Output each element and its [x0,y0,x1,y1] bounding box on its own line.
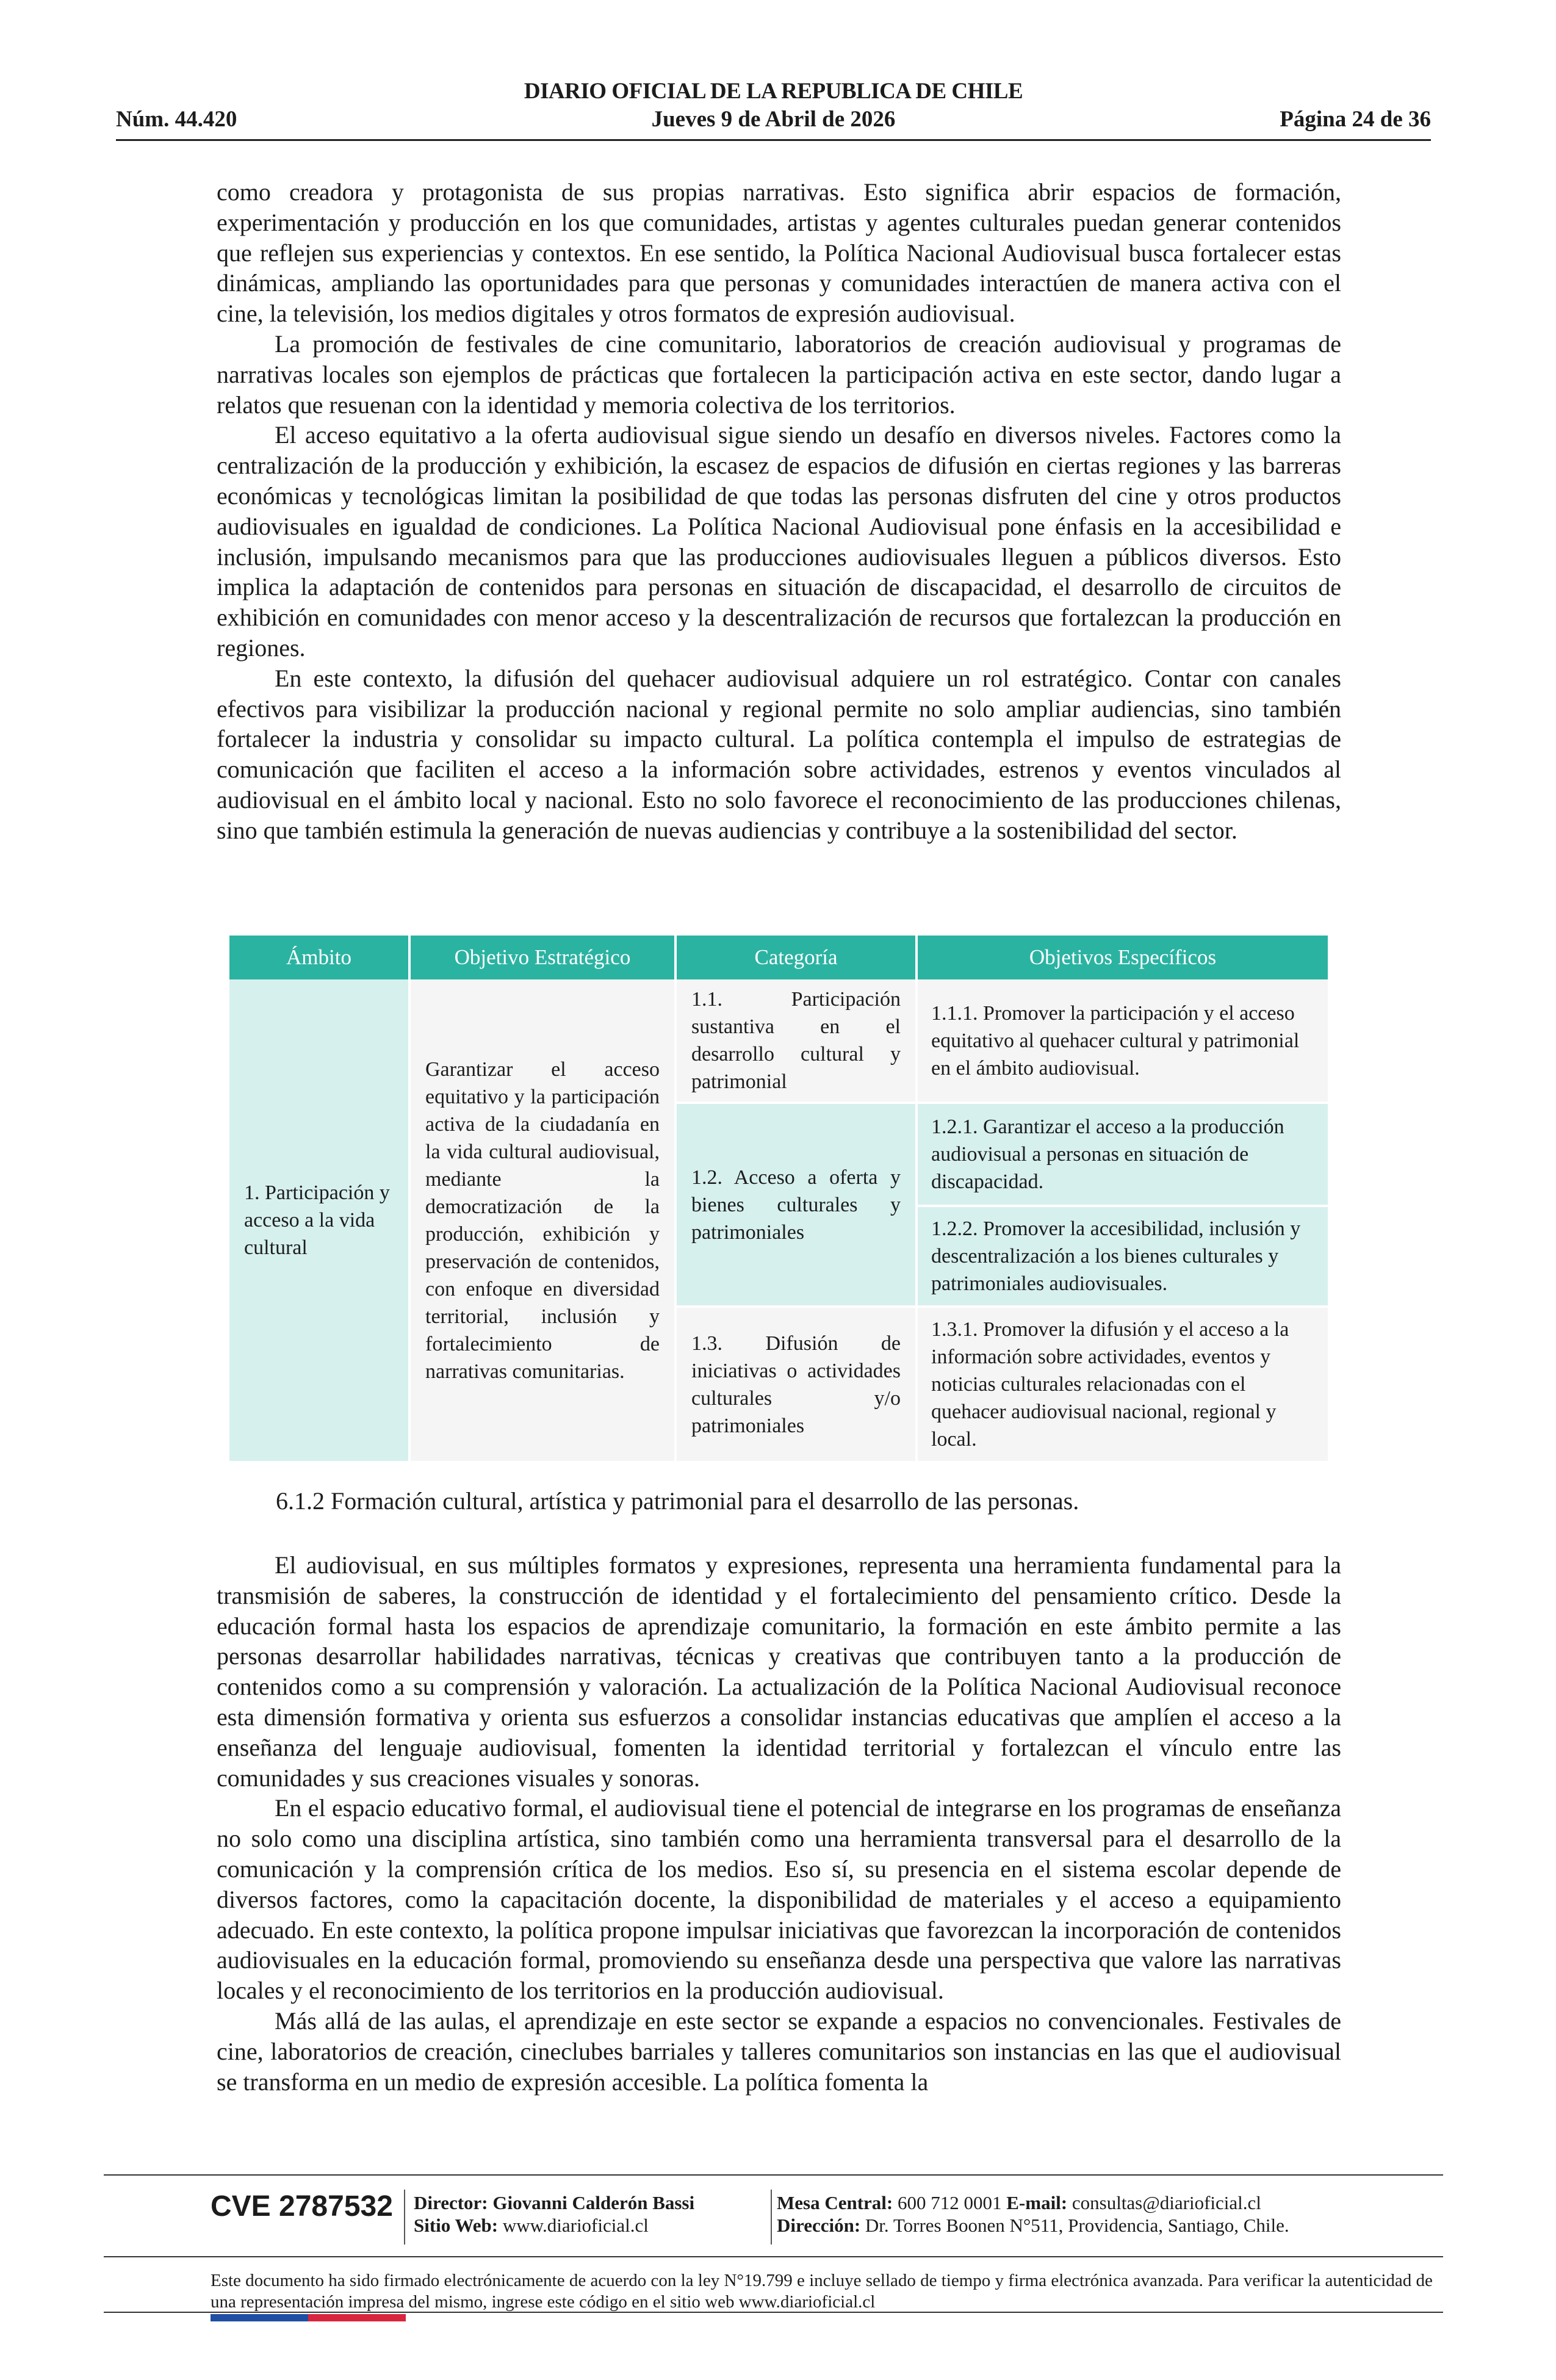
phone-value: 600 712 0001 [898,2192,1002,2213]
director-label: Director: [414,2192,488,2213]
section-subheading: 6.1.2 Formación cultural, artística y patrimonial para el desarrollo de las personas. [276,1487,1079,1515]
flag-red-segment [308,2314,406,2321]
website-link[interactable]: www.diarioficial.cl [502,2215,649,2236]
table-header-objetivo-estrategico: Objetivo Estratégico [411,936,674,979]
email-label: E-mail: [1006,2192,1068,2213]
table-cell-categoria: 1.1. Participación sustantiva en el desarrollo cultural y patrimonial [677,979,915,1102]
newspaper-title: DIARIO OFICIAL DE LA REPUBLICA DE CHILE [524,79,1023,104]
table-header-categoria: Categoría [677,936,915,979]
paragraph: La promoción de festivales de cine comunitario, laboratorios de creación audiovisual y programas de narrativas locales son ejemplos de prácticas que fortalecen la participación activa en este sector, dando lugar a relatos que resuenan con la identidad y memoria colectiva de los territorios. [217,330,1341,419]
paragraph: Más allá de las aulas, el aprendizaje en este sector se expande a espacios no convencionales. Festivales de cine, laboratorios de creación, cineclubes barriales y talleres comunitarios son instancias en las que el audiovisual se transforma en un medio de expresión accesible. La política fomenta la [217,2007,1341,2096]
table-cell-objetivo-especifico: 1.2.2. Promover la accesibilidad, inclusión y descentralización a los bienes culturales y patrimoniales audiovisuales. [918,1207,1328,1305]
table-header-objetivos-especificos: Objetivos Específicos [918,936,1328,979]
phone-label: Mesa Central: [777,2192,893,2213]
flag-stripe [211,2314,406,2321]
website-label: Sitio Web: [414,2215,499,2236]
objectives-table [229,936,1328,1461]
paragraph: El audiovisual, en sus múltiples formatos y expresiones, representa una herramienta fundamental para la transmisión de saberes, la construcción de identidad y el fortalecimiento del pensamiento crítico. Desde la educación formal hasta los espacios de aprendizaje comunitario, la formación en este ámbito permite a las personas desarrollar habilidades narrativas, técnicas y creativas que contribuyen tanto a la producción de contenidos como a su comprensión y valoración. La actualización de la Política Nacional Audiovisual reconoce esta dimensión formativa y orienta sus esfuerzos a consolidar instancias educativas que amplíen el acceso a la enseñanza del lenguaje audiovisual, fomenten la identidad territorial y fortalezcan el vínculo entre las comunidades y sus creaciones visuales y sonoras. [217,1551,1341,1792]
address-value: Dr. Torres Boonen N°511, Providencia, Santiago, Chile. [865,2215,1289,2236]
address-label: Dirección: [777,2215,861,2236]
table-cell-objetivo-especifico: 1.3.1. Promover la difusión y el acceso a la información sobre actividades, eventos y noticias culturales relacionadas con el quehacer audiovisual nacional, regional y local. [918,1308,1328,1461]
director-name: Giovanni Calderón Bassi [492,2192,695,2213]
table-header-ambito: Ámbito [229,936,408,979]
issue-date: Jueves 9 de Abril de 2026 [651,107,896,132]
email-link[interactable]: consultas@diarioficial.cl [1072,2192,1261,2213]
footer-divider [104,2256,1443,2257]
table-cell-ambito: 1. Participación y acceso a la vida cultural [229,979,408,1461]
body-text-bottom [217,1550,1341,2097]
paragraph: En el espacio educativo formal, el audiovisual tiene el potencial de integrarse en los programas de enseñanza no solo como una disciplina artística, sino también como una herramienta transversal para el desarrollo de la comunicación y la comprensión crítica de los medios. Eso sí, su presencia en el sistema escolar depende de diversos factores, como la capacitación docente, la disponibilidad de materiales y el acceso a equipamiento adecuado. En este contexto, la política propone impulsar iniciativas que favorezcan la incorporación de contenidos audiovisuales en la educación formal, promoviendo su enseñanza desde una perspectiva que valore las narrativas locales y el reconocimiento de los territorios en la producción audiovisual. [217,1794,1341,2005]
table-cell-objetivo-especifico: 1.2.1. Garantizar el acceso a la producción audiovisual a personas en situación de discapacidad. [918,1104,1328,1205]
footer-director-block [414,2191,694,2237]
footer-contact-block [777,2191,1289,2237]
flag-blue-segment [211,2314,308,2321]
page-number: Página 24 de 36 [1280,107,1431,132]
footer-separator [404,2190,405,2245]
paragraph: como creadora y protagonista de sus propias narrativas. Esto significa abrir espacios de formación, experimentación y producción en los que comunidades, artistas y agentes culturales puedan generar contenidos que reflejen sus experiencias y contextos. En ese sentido, la Política Nacional Audiovisual busca fortalecer estas dinámicas, ampliando las oportunidades para que personas y comunidades interactúen de manera activa con el cine, la televisión, los medios digitales y otros formatos de expresión audiovisual. [217,178,1341,328]
table-cell-objetivo-estrategico: Garantizar el acceso equitativo y la participación activa de la ciudadanía en la vida cultural audiovisual, mediante la democratización de la producción, exhibición y preservación de contenidos, con enfoque en diversidad territorial, inclusión y fortalecimiento de narrativas comunitarias. [411,979,674,1461]
body-text-top [217,177,1341,846]
header-divider [116,139,1431,141]
legal-notice: Este documento ha sido firmado electrónicamente de acuerdo con la ley N°19.799 e incluye sellado de tiempo y firma electrónica avanzada. Para verificar la autenticidad de una representación impresa del mismo, ingrese este código en el sitio web www.diarioficial.cl [211,2271,1433,2312]
footer-divider [104,2312,1443,2313]
paragraph: El acceso equitativo a la oferta audiovisual sigue siendo un desafío en diversos niveles. Factores como la centralización de la producción y exhibición, la escasez de espacios de difusión en ciertas regiones y las barreras económicas y tecnológicas limitan la posibilidad de que todas las personas disfruten del cine y otros productos audiovisuales en igualdad de condiciones. La Política Nacional Audiovisual pone énfasis en la accesibilidad e inclusión, impulsando mecanismos para que las producciones audiovisuales lleguen a públicos diversos. Esto implica la adaptación de contenidos para personas en situación de discapacidad, el desarrollo de circuitos de exhibición en comunidades con menor acceso y la descentralización de recursos que fortalezcan la producción en regiones. [217,421,1341,662]
table-cell-categoria: 1.3. Difusión de iniciativas o actividades culturales y/o patrimoniales [677,1308,915,1461]
footer-divider [104,2174,1443,2176]
footer-separator [771,2190,772,2245]
issue-number: Núm. 44.420 [116,107,237,132]
table-cell-objetivo-especifico: 1.1.1. Promover la participación y el acceso equitativo al quehacer cultural y patrimonial en el ámbito audiovisual. [918,979,1328,1102]
page-header [116,73,1431,146]
cve-code: CVE 2787532 [211,2190,393,2223]
paragraph: En este contexto, la difusión del quehacer audiovisual adquiere un rol estratégico. Contar con canales efectivos para visibilizar la producción nacional y regional permite no solo ampliar audiencias, sino también fortalecer la industria y consolidar su impacto cultural. La política contempla el impulso de estrategias de comunicación que faciliten el acceso a la información sobre actividades, estrenos y eventos vinculados al audiovisual en el ámbito local y nacional. Esto no solo favorece el reconocimiento de las producciones chilenas, sino que también estimula la generación de nuevas audiencias y contribuye a la sostenibilidad del sector. [217,664,1341,844]
table-cell-categoria: 1.2. Acceso a oferta y bienes culturales y patrimoniales [677,1104,915,1305]
